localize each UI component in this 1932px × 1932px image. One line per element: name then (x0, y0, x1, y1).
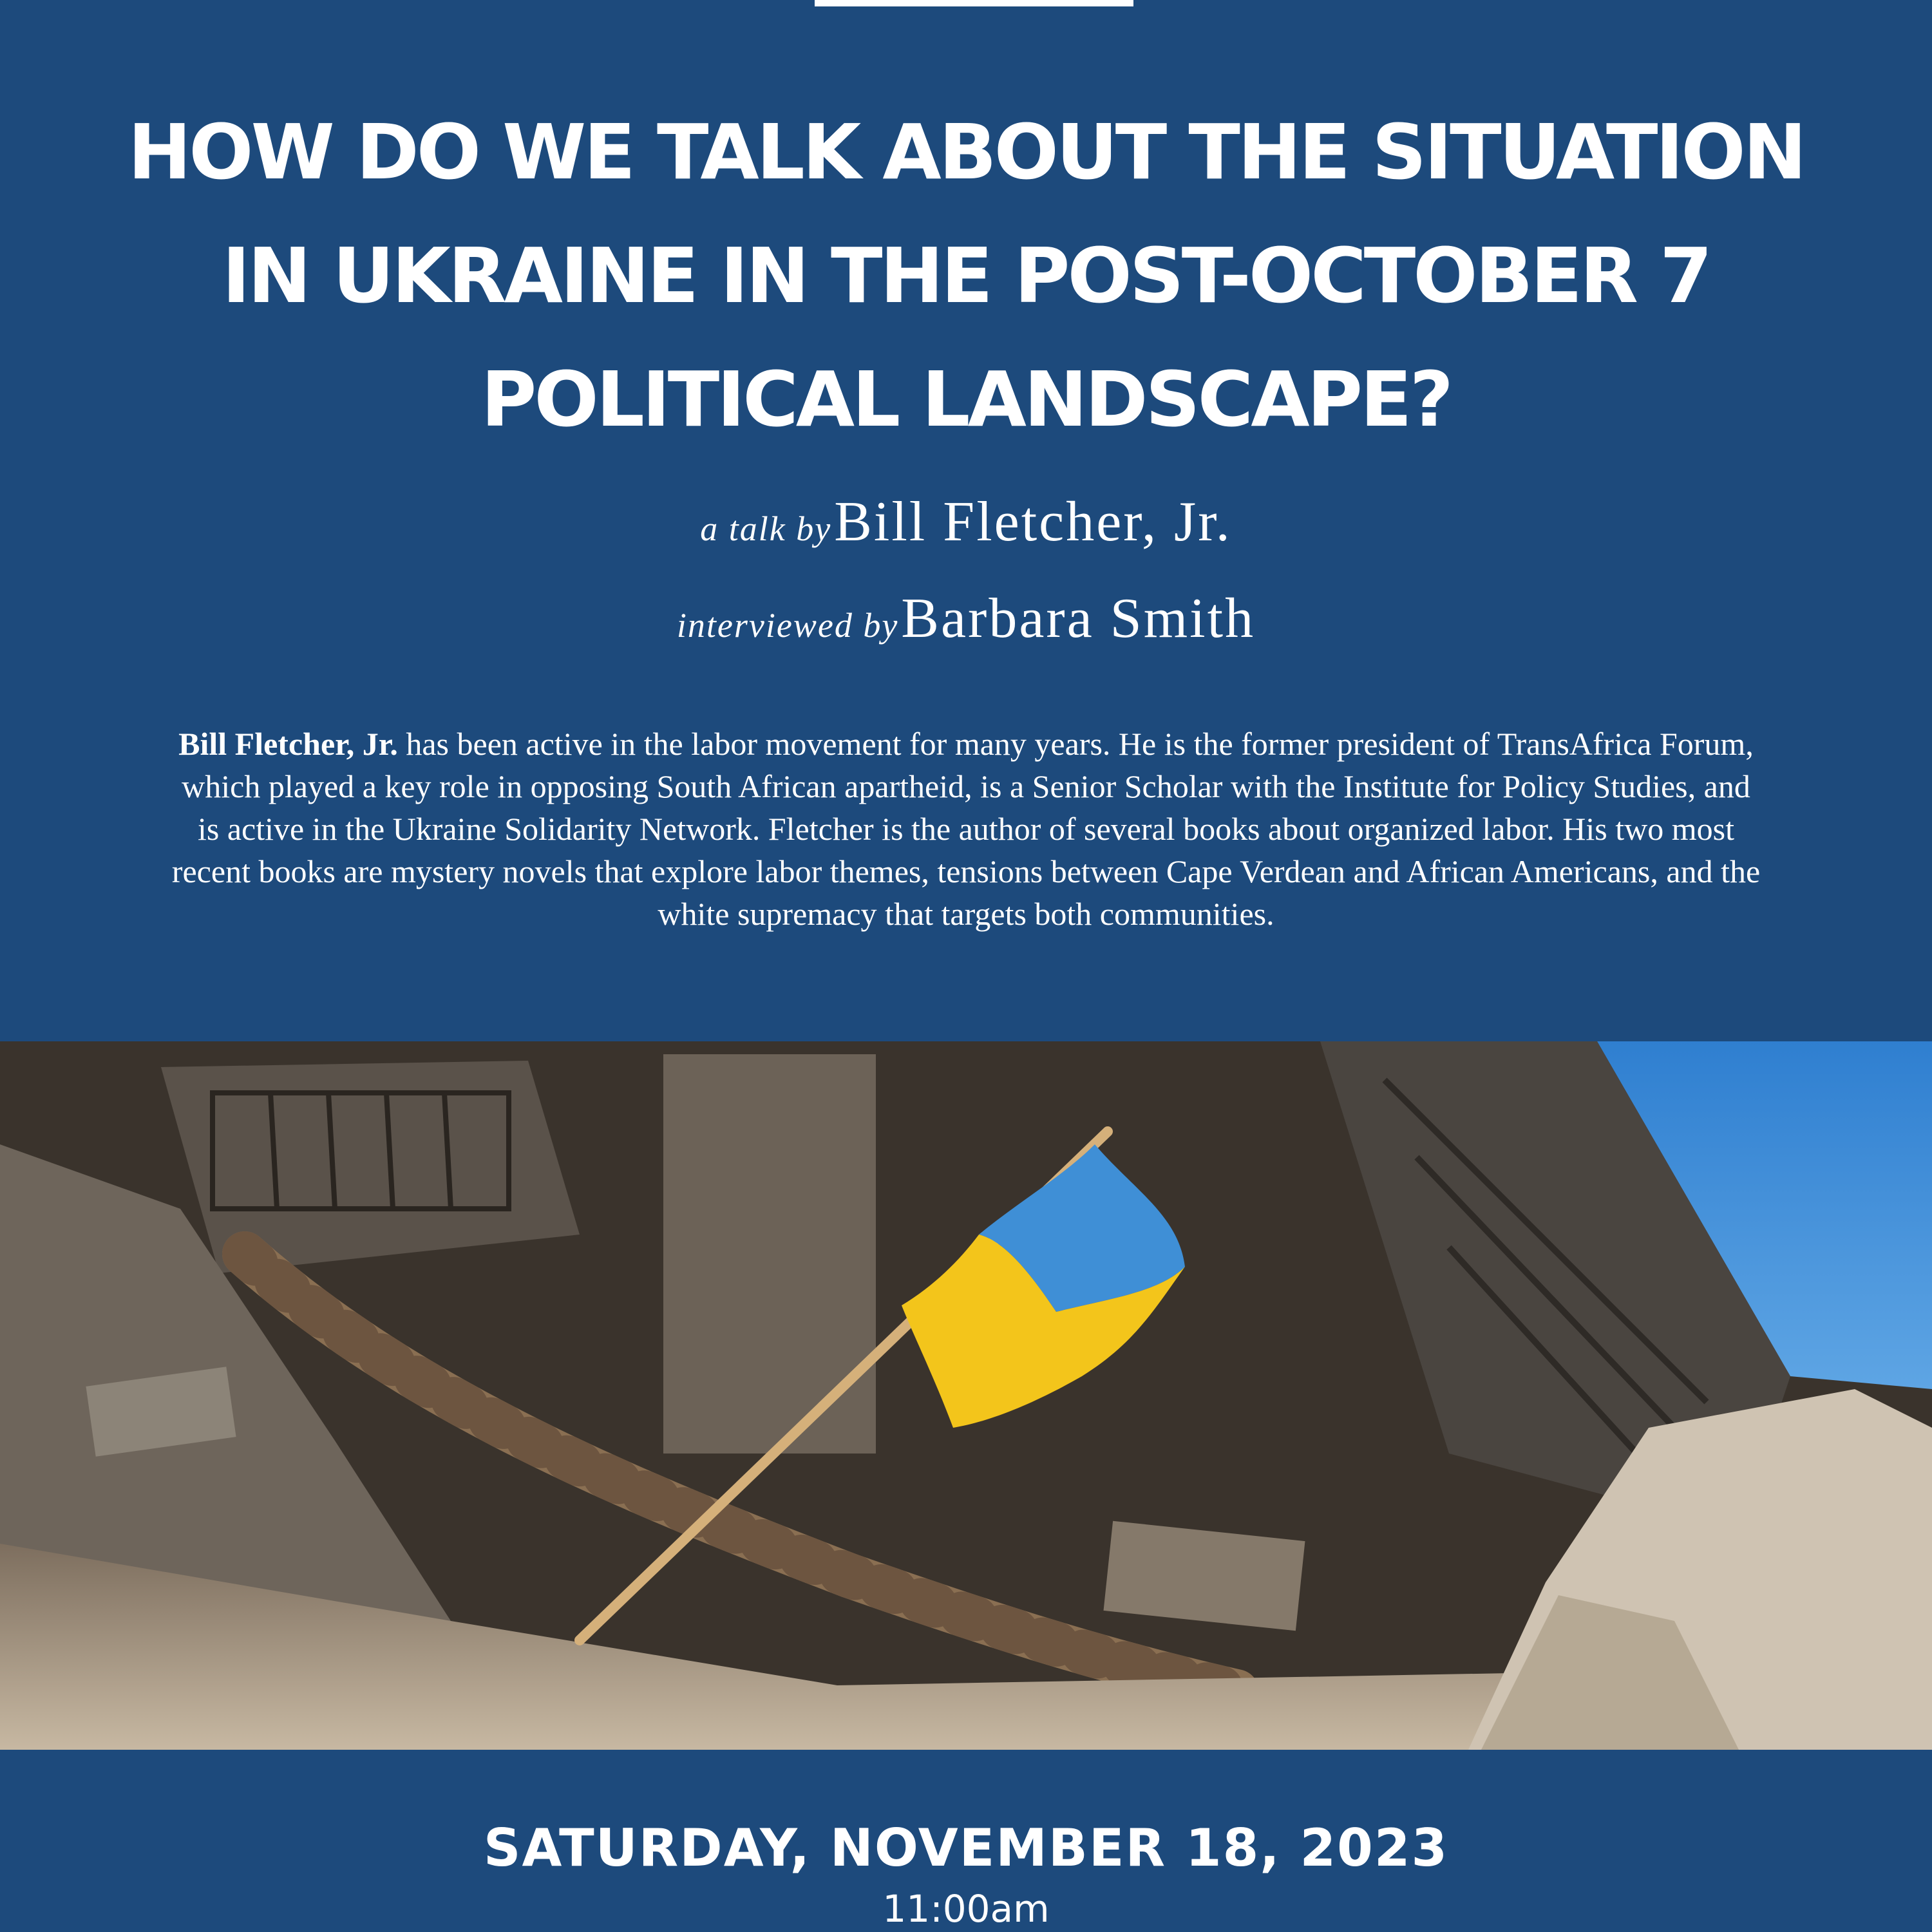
speaker-credits (129, 482, 1803, 675)
interviewer-prefix: interviewed by (676, 606, 899, 645)
top-divider (815, 0, 1133, 6)
event-date: SATURDAY, NOVEMBER 18, 2023 (483, 1818, 1449, 1878)
speaker-prefix: a talk by (700, 509, 832, 548)
event-title (64, 90, 1868, 461)
speaker-name: Bill Fletcher, Jr. (834, 491, 1232, 553)
interviewer-name: Barbara Smith (901, 587, 1256, 650)
speaker-bio (167, 723, 1765, 935)
speaker-credit (129, 482, 1803, 578)
bio-speaker-name: Bill Fletcher, Jr. (178, 726, 398, 762)
ukraine-flag-rubble-photo (0, 1041, 1932, 1750)
title-line-3: POLITICAL LANDSCAPE? (480, 355, 1452, 444)
photo-illustration (0, 1041, 1932, 1750)
event-time: 11:00am (882, 1887, 1050, 1931)
bio-text: has been active in the labor movement for many years. He is the former president of TransAfrica Forum, which played a key role in opposing South African apartheid, is a Senior Scholar with the Institute for Policy Studies, and is active in the Ukraine Solidarity Network. Fletcher is the author of several books about organized labor. His two most recent books are mystery novels that explore labor themes, tensions between Cape Verdean and African Americans, and the white supremacy that targets both communities. (171, 726, 1761, 932)
interviewer-credit (129, 578, 1803, 675)
title-line-1: HOW DO WE TALK ABOUT THE SITUATION (128, 108, 1804, 196)
title-line-2: IN UKRAINE IN THE POST-OCTOBER 7 (222, 231, 1710, 320)
